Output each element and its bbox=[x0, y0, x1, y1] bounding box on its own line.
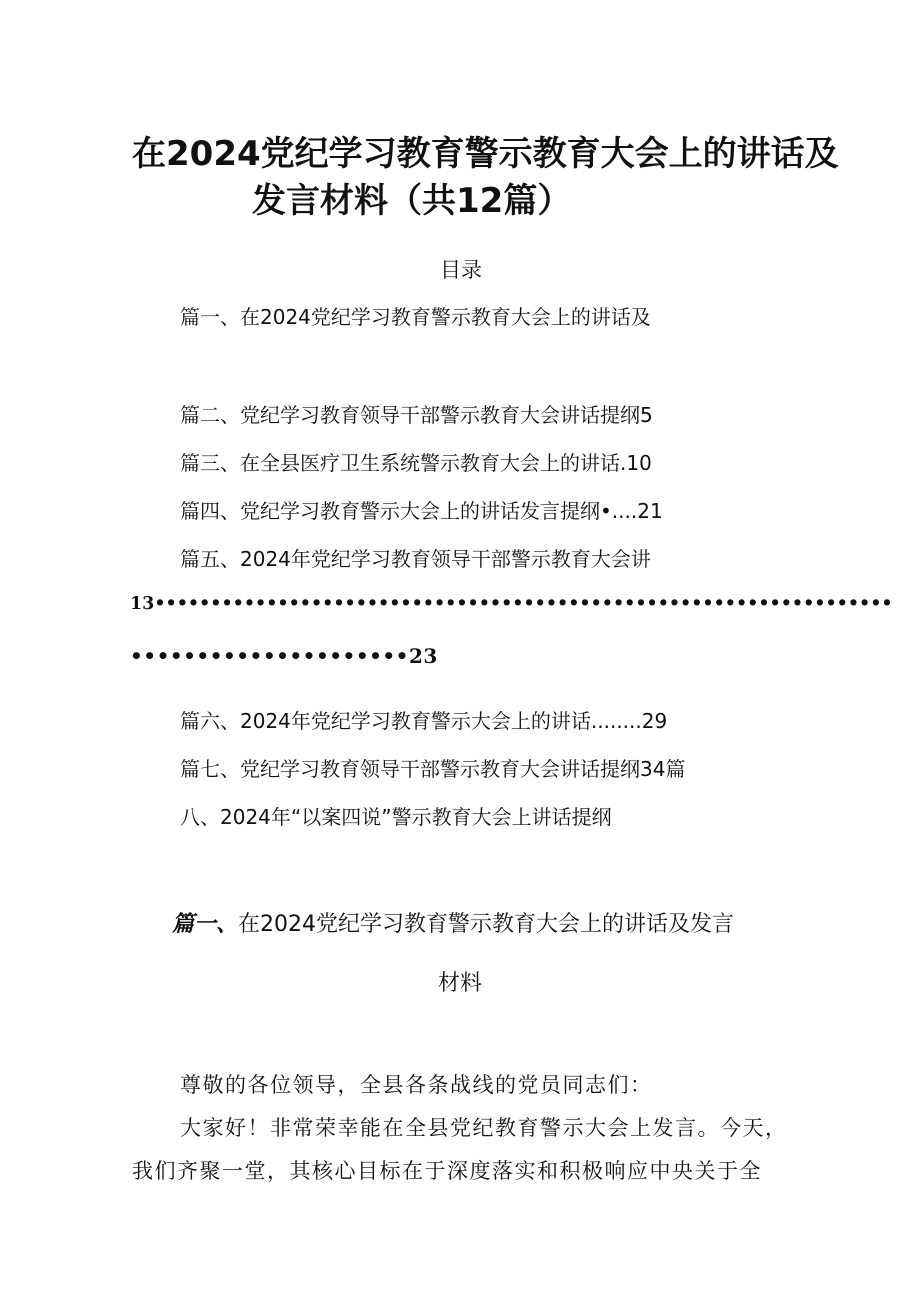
toc-entry-5-leader-line-1: 13•••••••••••••••••••••••••••••••••••••••••••••••••••••••••••••••••• bbox=[130, 594, 893, 614]
section-heading-line-2: 材料 bbox=[438, 971, 483, 996]
section-title: 在2024党纪学习教育警示教育大会上的讲话及发言 bbox=[238, 912, 735, 937]
toc-entry-8[interactable]: 八、2024年“以案四说”警示教育大会上讲话提纲 bbox=[180, 805, 612, 829]
toc-entry-4[interactable]: 篇四、党纪学习教育警示大会上的讲话发言提纲•....21 bbox=[180, 499, 663, 523]
toc-heading: 目录 bbox=[440, 258, 482, 282]
salutation: 尊敬的各位领导，全县各条战线的党员同志们： bbox=[180, 1073, 653, 1097]
document-title-line-1: 在2024党纪学习教育警示教育大会上的讲话及 bbox=[132, 134, 839, 174]
toc-entry-7[interactable]: 篇七、党纪学习教育领导干部警示教育大会讲话提纲34篇 bbox=[180, 757, 686, 781]
toc-entry-5-leader-line-2: •••••••••••••••••••••23 bbox=[130, 644, 438, 668]
section-heading-line-1 bbox=[172, 907, 734, 938]
paragraph-line-1: 大家好！非常荣幸能在全县党纪教育警示大会上发言。今天， bbox=[180, 1116, 788, 1140]
section-number: 篇一、 bbox=[172, 912, 239, 937]
toc-entry-2[interactable]: 篇二、党纪学习教育领导干部警示教育大会讲话提纲5 bbox=[180, 403, 653, 427]
document-title-line-2: 发言材料（共12篇） bbox=[252, 181, 572, 221]
toc-entry-1[interactable]: 篇一、在2024党纪学习教育警示教育大会上的讲话及 bbox=[180, 305, 651, 329]
toc-entry-3[interactable]: 篇三、在全县医疗卫生系统警示教育大会上的讲话.10 bbox=[180, 451, 652, 475]
toc-entry-6[interactable]: 篇六、2024年党纪学习教育警示大会上的讲话........29 bbox=[180, 709, 668, 733]
toc-entry-5[interactable]: 篇五、2024年党纪学习教育领导干部警示教育大会讲 bbox=[180, 547, 651, 571]
paragraph-line-2: 我们齐聚一堂，其核心目标在于深度落实和积极响应中央关于全 bbox=[132, 1159, 762, 1183]
